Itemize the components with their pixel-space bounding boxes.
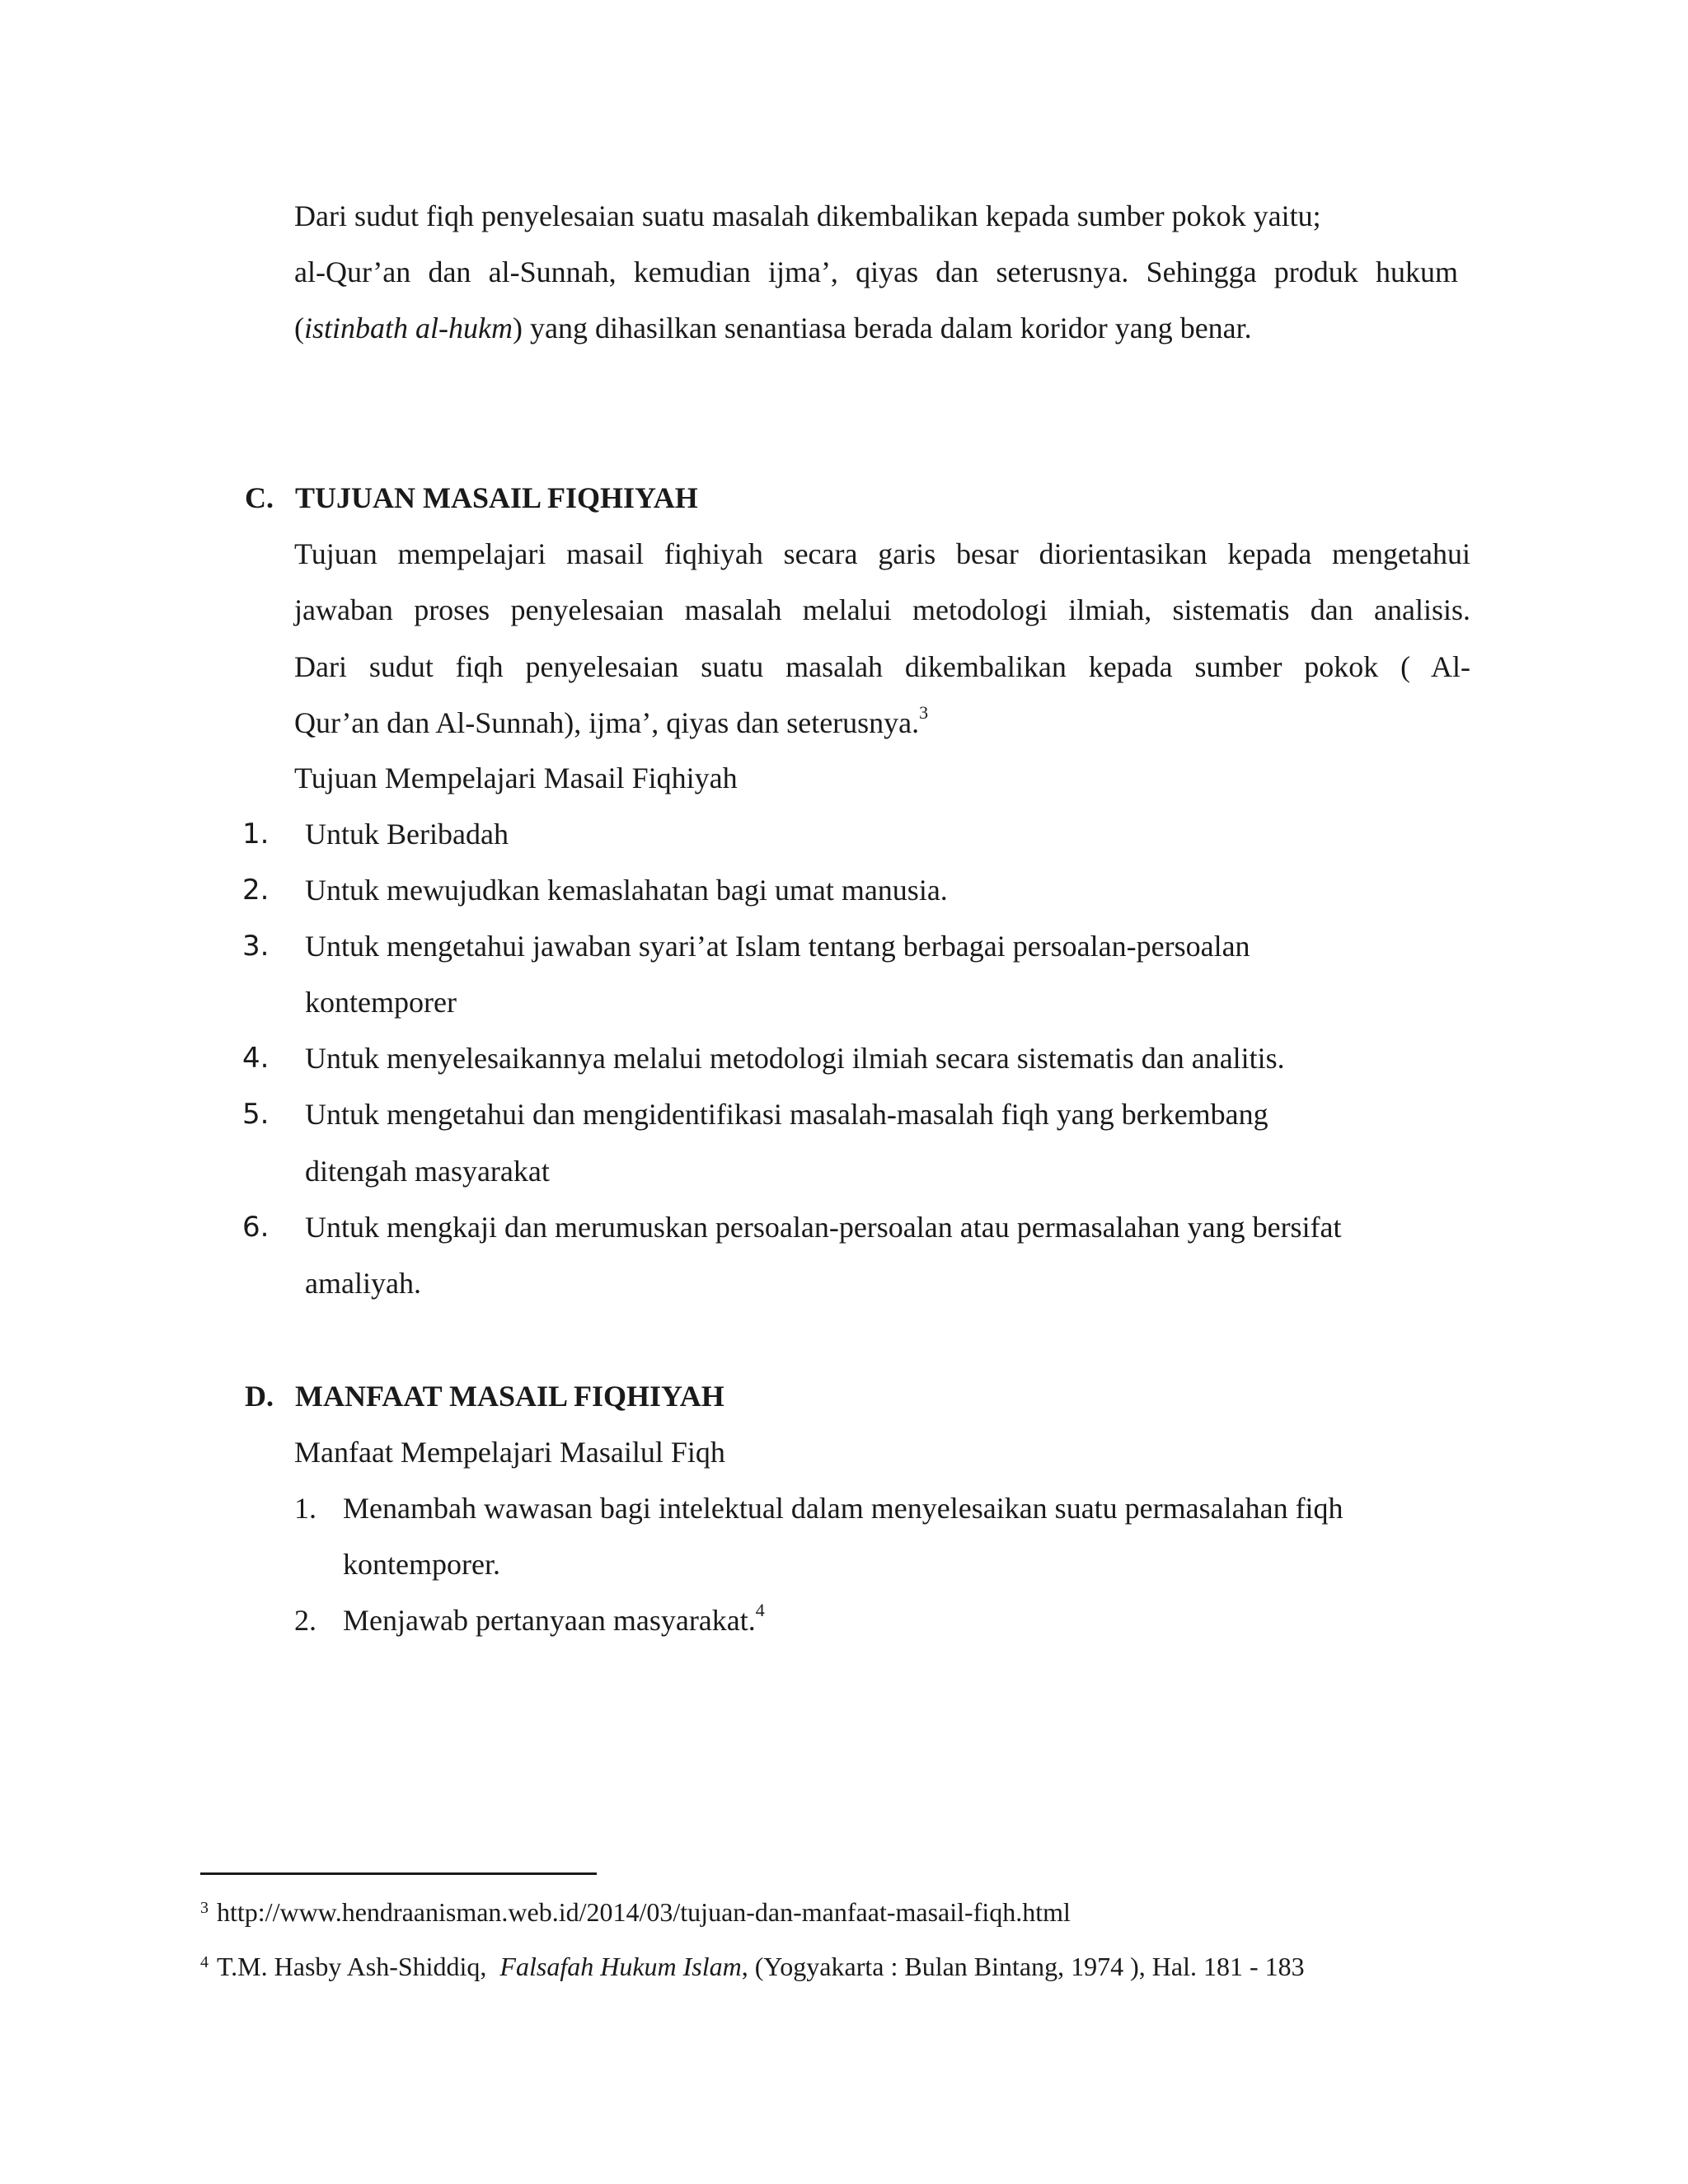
section-c-para-line-2: jawaban proses penyelesaian masalah melalui metodologi ilmiah, sistematis dan analisis. xyxy=(294,593,1470,626)
list-item-text-cont: amaliyah. xyxy=(305,1267,421,1300)
section-c-para-line-3: Dari sudut fiqh penyelesaian suatu masalah dikembalikan kepada sumber pokok ( Al- xyxy=(294,650,1470,683)
list-item-text: Untuk mewujudkan kemaslahatan bagi umat manusia. xyxy=(305,874,948,907)
section-c-list-intro: Tujuan Mempelajari Masail Fiqhiyah xyxy=(294,762,738,794)
list-item-number: 2. xyxy=(242,874,270,907)
intro-italic-term: istinbath al-hukm xyxy=(304,312,513,344)
list-item-text: Untuk menyelesaikannya melalui metodologi ilmiah secara sistematis dan analitis. xyxy=(305,1042,1285,1075)
list-item-number: 1. xyxy=(294,1492,316,1525)
footnote-mark: 3 xyxy=(200,1899,209,1917)
list-item-number: 3. xyxy=(242,930,270,963)
list-item-text: Untuk mengetahui dan mengidentifikasi masalah-masalah fiqh yang berkembang xyxy=(305,1098,1268,1131)
list-item-number: 1. xyxy=(242,818,270,851)
footnote-4: $^4$ T.M. Hasby Ash-Shiddiq, Falsafah Hukum Islam, (Yogyakarta : Bulan Bintang, 1974 ), Hal. 181 - 183 xyxy=(200,1952,1305,1981)
footnote-url: http://www.hendraanisman.web.id/2014/03/tujuan-dan-manfaat-masail-fiqh.html xyxy=(217,1897,1071,1927)
list-item-number: 5. xyxy=(242,1098,270,1131)
footnote-book-title: Falsafah Hukum Islam xyxy=(499,1952,742,1981)
section-d-subtitle: Manfaat Mempelajari Masailul Fiqh xyxy=(294,1436,725,1469)
intro-line-1: Dari sudut fiqh penyelesaian suatu masalah dikembalikan kepada sumber pokok yaitu; xyxy=(294,199,1321,232)
list-item-number: 6. xyxy=(242,1211,270,1244)
footnote-separator xyxy=(200,1872,597,1875)
list-item-text-cont: ditengah masyarakat xyxy=(305,1155,550,1188)
section-c-para-line-4: Qur’an dan Al-Sunnah), ijma’, qiyas dan seterusnya.$^3$ xyxy=(294,702,929,739)
list-item-text: Menambah wawasan bagi intelektual dalam menyelesaikan suatu permasalahan fiqh xyxy=(343,1492,1343,1525)
footnote-3 xyxy=(200,1896,1071,1933)
intro-line-2: al-Qur’an dan al-Sunnah, kemudian ijma’, qiyas dan seterusnya. Sehingga produk hukum xyxy=(294,255,1458,288)
list-item-text: Untuk mengkaji dan merumuskan persoalan-persoalan atau permasalahan yang bersifat xyxy=(305,1211,1342,1244)
list-item-number: 4. xyxy=(242,1042,270,1075)
list-item-number: 2. xyxy=(294,1604,316,1637)
section-c-title: TUJUAN MASAIL FIQHIYAH xyxy=(295,481,698,514)
section-c-label: C. xyxy=(245,481,274,514)
list-item-text: Untuk Beribadah xyxy=(305,818,509,851)
section-d-label: D. xyxy=(245,1380,274,1413)
section-c-para-line-1: Tujuan mempelajari masail fiqhiyah secara garis besar diorientasikan kepada mengetahui xyxy=(294,537,1470,570)
list-item-text: Menjawab pertanyaan masyarakat.$^4$ xyxy=(343,1600,765,1637)
intro-line-3: (istinbath al-hukm) yang dihasilkan senantiasa berada dalam koridor yang benar. xyxy=(294,312,1252,344)
footnote-mark: 4 xyxy=(200,1953,209,1971)
section-d-title: MANFAAT MASAIL FIQHIYAH xyxy=(295,1380,724,1413)
list-item-text: Untuk mengetahui jawaban syari’at Islam tentang berbagai persoalan-persoalan xyxy=(305,930,1250,963)
list-item-text-cont: kontemporer. xyxy=(343,1548,500,1581)
list-item-text-cont: kontemporer xyxy=(305,986,457,1019)
footnote-ref-4: 4 xyxy=(755,1600,765,1620)
footnote-ref-3: 3 xyxy=(919,702,929,723)
